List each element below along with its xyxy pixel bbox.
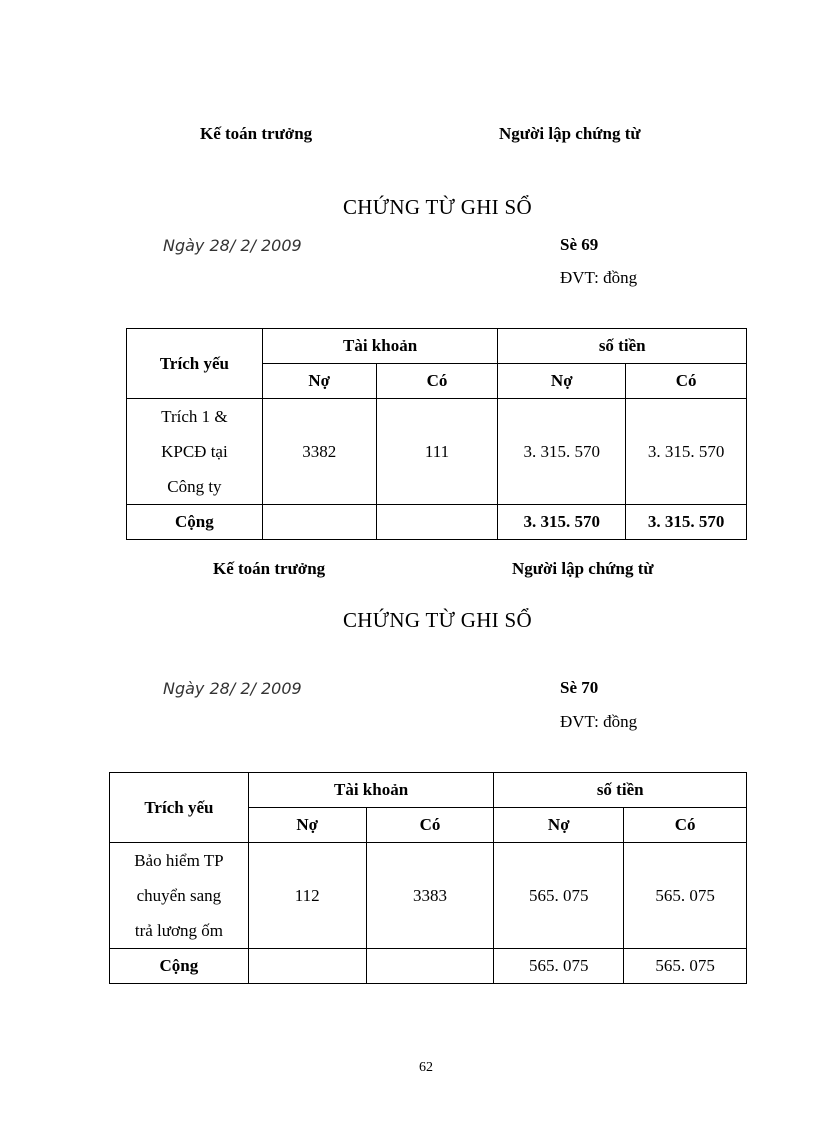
total-debit-amount: 565. 075 — [494, 949, 624, 984]
row-summary — [127, 399, 263, 505]
total-empty — [366, 949, 494, 984]
row-credit-amount: 565. 075 — [624, 843, 747, 949]
header-amount-credit: Có — [624, 808, 747, 843]
signature-chief-accountant: Kế toán trưởng — [200, 124, 313, 143]
row-debit-amount: 3. 315. 570 — [498, 399, 626, 505]
summary-line: trả lương ốm — [134, 921, 223, 940]
summary-line: KPCĐ tại — [161, 442, 228, 461]
row-summary — [110, 843, 249, 949]
header-amount-credit: Có — [626, 364, 747, 399]
total-row — [110, 949, 747, 984]
voucher-2-title: CHỨNG TỪ GHI SỔ — [343, 608, 532, 632]
row-credit-account: 3383 — [366, 843, 494, 949]
header-amount: số tiền — [494, 773, 747, 808]
header-summary: Trích yếu — [110, 773, 249, 843]
table-row — [110, 843, 747, 949]
voucher-1-title: CHỨNG TỪ GHI SỔ — [343, 195, 532, 219]
table-row — [127, 399, 747, 505]
voucher-2-table — [109, 772, 747, 984]
total-row — [127, 505, 747, 540]
header-amount-debit: Nợ — [494, 808, 624, 843]
page-number: 62 — [419, 1060, 433, 1075]
summary-line: chuyển sang — [136, 886, 222, 905]
header-amount-debit: Nợ — [498, 364, 626, 399]
row-debit-account: 3382 — [262, 399, 376, 505]
row-debit-account: 112 — [248, 843, 366, 949]
total-empty — [262, 505, 376, 540]
voucher-1-date: Ngày 28/ 2/ 2009 — [163, 236, 302, 255]
total-credit-amount: 3. 315. 570 — [626, 505, 747, 540]
row-credit-amount: 3. 315. 570 — [626, 399, 747, 505]
header-account-debit: Nợ — [262, 364, 376, 399]
voucher-2-number: Sè 70 — [560, 678, 599, 697]
total-debit-amount: 3. 315. 570 — [498, 505, 626, 540]
summary-line: Công ty — [167, 477, 222, 496]
voucher-1-number: Sè 69 — [560, 235, 599, 254]
row-credit-account: 111 — [376, 399, 498, 505]
header-account-debit: Nợ — [248, 808, 366, 843]
header-summary: Trích yếu — [127, 329, 263, 399]
header-account-credit: Có — [366, 808, 494, 843]
summary-line: Bảo hiểm TP — [134, 851, 224, 870]
header-amount: số tiền — [498, 329, 747, 364]
total-empty — [376, 505, 498, 540]
header-account-credit: Có — [376, 364, 498, 399]
signature-chief-accountant: Kế toán trưởng — [213, 559, 326, 578]
total-credit-amount: 565. 075 — [624, 949, 747, 984]
total-label: Cộng — [127, 505, 263, 540]
signature-preparer: Người lập chứng từ — [512, 559, 654, 578]
total-label: Cộng — [110, 949, 249, 984]
voucher-1-table — [126, 328, 747, 540]
voucher-2-unit: ĐVT: đồng — [560, 712, 638, 731]
summary-line: Trích 1 & — [161, 407, 228, 426]
voucher-2-date: Ngày 28/ 2/ 2009 — [163, 679, 302, 698]
total-empty — [248, 949, 366, 984]
signature-preparer: Người lập chứng từ — [499, 124, 641, 143]
header-account: Tài khoản — [248, 773, 494, 808]
row-debit-amount: 565. 075 — [494, 843, 624, 949]
header-account: Tài khoản — [262, 329, 498, 364]
voucher-1-unit: ĐVT: đồng — [560, 268, 638, 287]
